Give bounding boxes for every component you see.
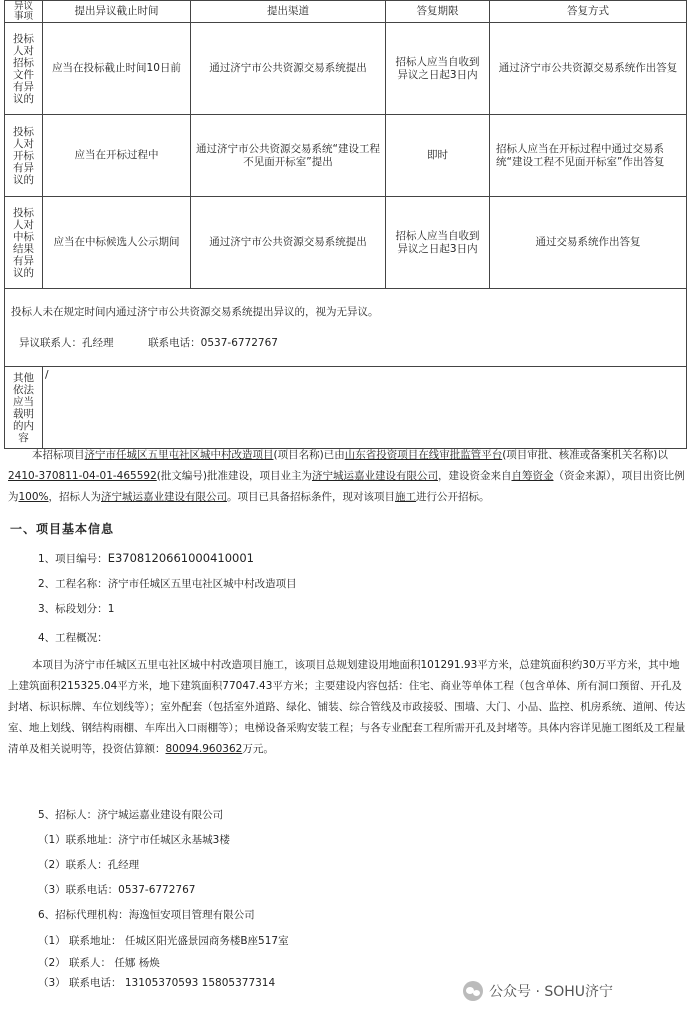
table-row <box>5 23 687 115</box>
tenderer-phone: （3）联系电话：0537-6772767 <box>38 884 196 896</box>
agent-phone: （3） 联系电话： 13105370593 15805377314 <box>38 977 276 989</box>
approval-body: 山东省投资项目在线审批监管平台 <box>344 449 503 461</box>
overview-paragraph: 本项目为济宁市任城区五里屯社区城中村改造项目施工，该项目总规划建设用地面积101291.93平方米，总建筑面积约30万平方米，其中地上建筑面积215325.04平方米，地下建筑面积77047.43平方米；主要建设内容包括：住宅、商业等单体工程（包含单体、所有洞口预留、开孔及封堵、标识标牌、车位划线等）；室外配套（包括室外道路、绿化、铺装、综合管线及市政接驳、围墙、大门、小品、监控、机房系统、道闸、传达室、地上划线、钢结构雨棚、车库出入口雨棚等）；电梯设备采购安装工程；与各专业配套工程所需开孔及封堵等。具体内容详见施工图纸及工程量清单及相关说明等，投资估算额：80094.960362万元。 <box>8 659 686 755</box>
row-reply-method: 招标人应当在开标过程中通过交易系统“建设工程不见面开标室”作出答复 <box>490 115 687 197</box>
fund-source: 自筹资金 <box>511 470 554 482</box>
project-name: 济宁市任城区五里屯社区城中村改造项目 <box>84 449 274 461</box>
row-item: 其他依法应当载明的内容 <box>13 371 34 444</box>
agent-address: （1） 联系地址： 任城区阳光盛景园商务楼B座517室 <box>38 935 289 947</box>
watermark: 公众号 · SOHU济宁 <box>463 981 613 1001</box>
agent-contact: （2） 联系人： 任娜 杨焕 <box>38 957 160 969</box>
objection-note: 投标人未在规定时间内通过济宁市公共资源交易系统提出异议的，视为无异议。 <box>11 305 379 318</box>
project-owner: 济宁城运嘉业建设有限公司 <box>311 470 438 482</box>
row-reply-method: 通过济宁市公共资源交易系统作出答复 <box>490 23 687 115</box>
objection-contact: 异议联系人：孔经理 <box>19 336 114 349</box>
investment-ratio: 100% <box>18 491 49 503</box>
table-header-row <box>5 1 687 23</box>
section-title: 一、项目基本信息 <box>10 522 115 536</box>
project-name-item: 2、工程名称：济宁市任城区五里屯社区城中村改造项目 <box>38 578 297 590</box>
row-deadline: 应当在投标截止时间10日前 <box>43 23 191 115</box>
tenderer-name: 济宁城运嘉业建设有限公司 <box>101 491 228 503</box>
row-deadline: 应当在开标过程中 <box>43 115 191 197</box>
row-channel: 通过济宁市公共资源交易系统提出 <box>191 197 386 289</box>
tenderer-line: 5、招标人：济宁城运嘉业建设有限公司 <box>38 809 224 821</box>
agent-line: 6、招标代理机构：海逸恒安项目管理有限公司 <box>38 909 255 921</box>
lot-division: 3、标段划分：1 <box>38 603 115 615</box>
table-note-row <box>5 289 687 367</box>
row-item: 投标人对中标结果有异议的 <box>13 206 34 279</box>
overview-label: 4、工程概况： <box>38 632 108 644</box>
objection-phone: 联系电话：0537-6772767 <box>148 336 278 349</box>
table-row-other <box>5 367 687 449</box>
row-reply-period: 即时 <box>386 115 490 197</box>
row-item: 投标人对招标文件有异议的 <box>13 32 34 105</box>
row-item: 投标人对开标有异议的 <box>13 125 34 186</box>
intro-paragraph: 本招标项目济宁市任城区五里屯社区城中村改造项目(项目名称)已由山东省投资项目在线审批监管平台(项目审批、核准或备案机关名称)以2410-370811-04-01-465592(批文编号)批准建设，项目业主为济宁城运嘉业建设有限公司，建设资金来自自筹资金（资金来源），项目出资比例为100%，招标人为济宁城运嘉业建设有限公司。项目已具备招标条件，现对该项目施工进行公开招标。 <box>8 449 685 503</box>
row-channel: 通过济宁市公共资源交易系统“建设工程不见面开标室”提出 <box>191 115 386 197</box>
header-cell: 答复方式 <box>490 1 687 23</box>
investment-amount: 80094.960362 <box>165 743 243 755</box>
tenderer-address: （1）联系地址：济宁市任城区永基城3楼 <box>38 834 230 846</box>
tender-scope: 施工 <box>395 491 417 503</box>
approval-number: 2410-370811-04-01-465592 <box>8 470 157 482</box>
row-deadline: 应当在中标候选人公示期间 <box>43 197 191 289</box>
objection-table <box>4 0 687 449</box>
row-channel: 通过济宁市公共资源交易系统提出 <box>191 23 386 115</box>
row-reply-period: 招标人应当自收到异议之日起3日内 <box>386 197 490 289</box>
row-reply-period: 招标人应当自收到异议之日起3日内 <box>386 23 490 115</box>
header-cell: 提出渠道 <box>191 1 386 23</box>
table-row <box>5 115 687 197</box>
other-value: / <box>43 367 687 449</box>
project-code: 1、项目编号：E3708120661000410001 <box>38 551 254 565</box>
row-reply-method: 通过交易系统作出答复 <box>490 197 687 289</box>
wechat-icon <box>463 981 483 1001</box>
header-cell: 提出异议截止时间 <box>43 1 191 23</box>
table-row <box>5 197 687 289</box>
header-cell: 异议事项 <box>5 1 43 23</box>
tenderer-contact: （2）联系人：孔经理 <box>38 859 140 871</box>
header-cell: 答复期限 <box>386 1 490 23</box>
